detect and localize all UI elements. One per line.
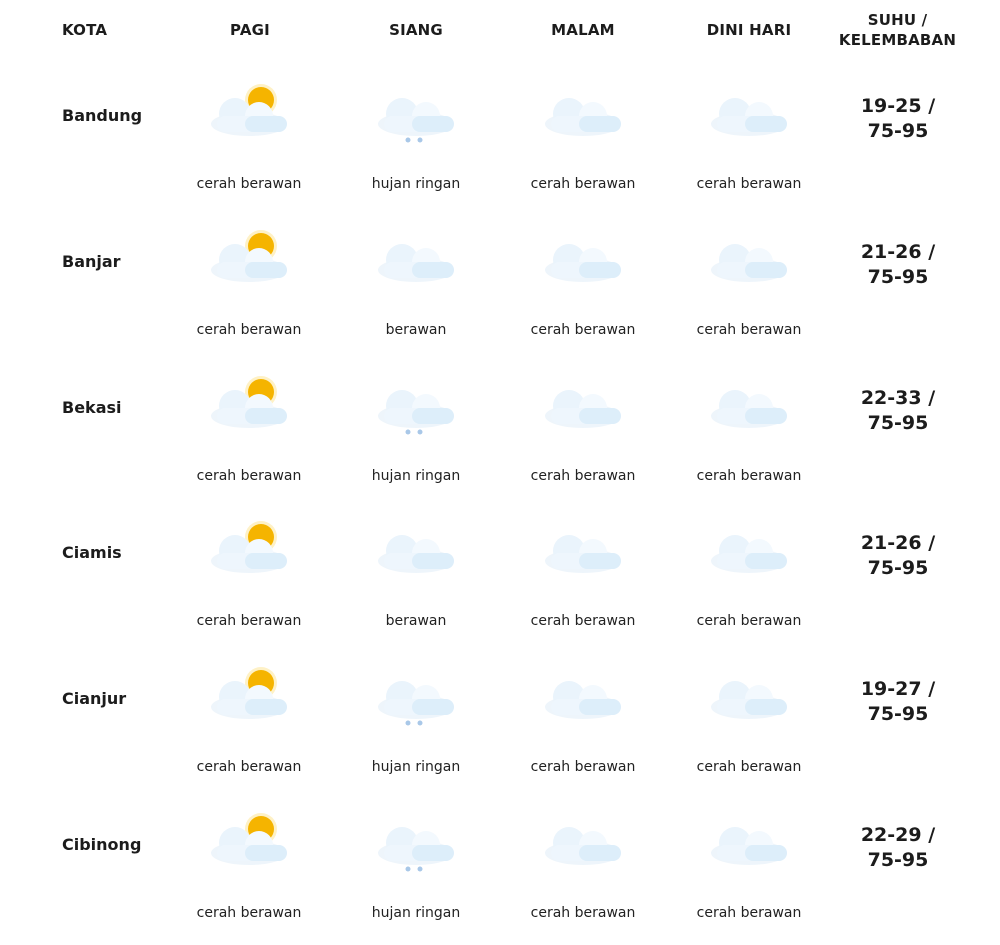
header-morning: PAGI: [230, 21, 270, 39]
city-name: Cianjur: [62, 689, 127, 709]
weather-label: cerah berawan: [696, 759, 802, 776]
header-temp-humidity: [830, 10, 965, 50]
weather-cell: [332, 807, 492, 937]
table-row: [0, 653, 1000, 799]
city-name: Bandung: [62, 106, 143, 125]
humidity-range: 75-95: [867, 411, 929, 434]
weather-label: hujan ringan: [371, 176, 461, 192]
weather-cell: [165, 661, 325, 791]
humidity-range: 75-95: [867, 120, 929, 142]
moon-cloud-icon: [539, 661, 627, 731]
weather-cell: [499, 370, 659, 500]
header-noon: SIANG: [389, 21, 443, 39]
table-row: [0, 216, 1000, 362]
table-header: [0, 0, 1000, 70]
weather-label: cerah berawan: [530, 321, 636, 338]
humidity-range: 75-95: [867, 265, 929, 288]
weather-cell: [332, 370, 492, 500]
weather-label: cerah berawan: [196, 759, 302, 776]
temp-humidity: [838, 386, 958, 436]
weather-cell: [499, 661, 659, 791]
moon-cloud-icon: [705, 78, 793, 148]
weather-cell: [665, 78, 825, 208]
moon-cloud-icon: [705, 661, 793, 731]
weather-label: cerah berawan: [530, 759, 636, 776]
sun-cloud-icon: [205, 515, 293, 585]
weather-cell: [332, 224, 492, 354]
weather-label: cerah berawan: [196, 904, 302, 921]
weather-label: hujan ringan: [371, 904, 461, 921]
humidity-range: 75-95: [867, 557, 929, 580]
weather-label: cerah berawan: [696, 176, 802, 192]
weather-label: hujan ringan: [371, 467, 461, 484]
city-name: Cibinong: [62, 834, 142, 854]
weather-label: cerah berawan: [196, 321, 302, 338]
weather-label: cerah berawan: [530, 613, 636, 630]
weather-cell: [332, 78, 492, 208]
header-temp: SUHU /: [867, 11, 928, 29]
weather-cell: [665, 661, 825, 791]
temperature-range: 19-27 /: [860, 678, 936, 701]
sun-cloud-icon: [205, 224, 293, 294]
weather-cell: [499, 515, 659, 645]
temp-humidity: [838, 531, 958, 581]
temperature-range: 22-29 /: [860, 823, 936, 846]
city-name: Ciamis: [62, 543, 122, 563]
weather-label: cerah berawan: [696, 904, 802, 921]
weather-label: berawan: [385, 613, 447, 630]
weather-cell: [499, 78, 659, 208]
temp-humidity: [838, 240, 958, 290]
city-name: Bekasi: [62, 397, 122, 417]
moon-cloud-icon: [539, 370, 627, 440]
weather-label: cerah berawan: [530, 176, 636, 192]
weather-cell: [165, 224, 325, 354]
weather-label: cerah berawan: [696, 321, 802, 338]
table-row: [0, 507, 1000, 653]
temperature-range: 21-26 /: [860, 532, 936, 555]
temperature-range: 21-26 /: [860, 240, 936, 263]
weather-label: cerah berawan: [196, 467, 302, 484]
temperature-range: 22-33 /: [860, 386, 936, 409]
table-row: [0, 70, 1000, 216]
forecast-rows: [0, 70, 1000, 945]
moon-cloud-icon: [705, 807, 793, 877]
weather-cell: [332, 515, 492, 645]
weather-label: hujan ringan: [371, 759, 461, 776]
weather-label: cerah berawan: [530, 467, 636, 484]
moon-cloud-icon: [539, 515, 627, 585]
weather-cell: [665, 370, 825, 500]
weather-label: cerah berawan: [696, 467, 802, 484]
weather-cell: [665, 224, 825, 354]
cloud-icon: [372, 515, 460, 585]
humidity-range: 75-95: [867, 703, 929, 726]
weather-label: cerah berawan: [696, 613, 802, 630]
cloud-icon: [372, 224, 460, 294]
weather-label: cerah berawan: [196, 613, 302, 630]
sun-cloud-icon: [205, 807, 293, 877]
city-name: Banjar: [62, 251, 121, 271]
header-evening: MALAM: [551, 21, 615, 39]
rain-cloud-icon: [372, 661, 460, 731]
temp-humidity: [838, 94, 958, 144]
weather-cell: [332, 661, 492, 791]
temp-humidity: [838, 677, 958, 727]
moon-cloud-icon: [539, 224, 627, 294]
table-row: [0, 799, 1000, 945]
weather-cell: [499, 807, 659, 937]
sun-cloud-icon: [205, 661, 293, 731]
weather-label: cerah berawan: [196, 176, 302, 192]
weather-cell: [665, 807, 825, 937]
moon-cloud-icon: [705, 224, 793, 294]
weather-label: berawan: [385, 321, 447, 338]
moon-cloud-icon: [705, 515, 793, 585]
moon-cloud-icon: [705, 370, 793, 440]
sun-cloud-icon: [205, 370, 293, 440]
header-city: KOTA: [62, 21, 108, 39]
rain-cloud-icon: [372, 807, 460, 877]
header-night: DINI HARI: [706, 21, 792, 39]
weather-cell: [665, 515, 825, 645]
weather-label: cerah berawan: [530, 904, 636, 921]
weather-cell: [165, 370, 325, 500]
temp-humidity: [838, 823, 958, 873]
moon-cloud-icon: [539, 78, 627, 148]
weather-cell: [165, 515, 325, 645]
rain-cloud-icon: [372, 370, 460, 440]
rain-cloud-icon: [372, 78, 460, 148]
humidity-range: 75-95: [867, 848, 929, 871]
temperature-range: 19-25 /: [860, 95, 936, 117]
weather-cell: [165, 78, 325, 208]
table-row: [0, 362, 1000, 508]
sun-cloud-icon: [205, 78, 293, 148]
header-humidity: KELEMBABAN: [838, 31, 957, 49]
moon-cloud-icon: [539, 807, 627, 877]
weather-cell: [165, 807, 325, 937]
weather-cell: [499, 224, 659, 354]
